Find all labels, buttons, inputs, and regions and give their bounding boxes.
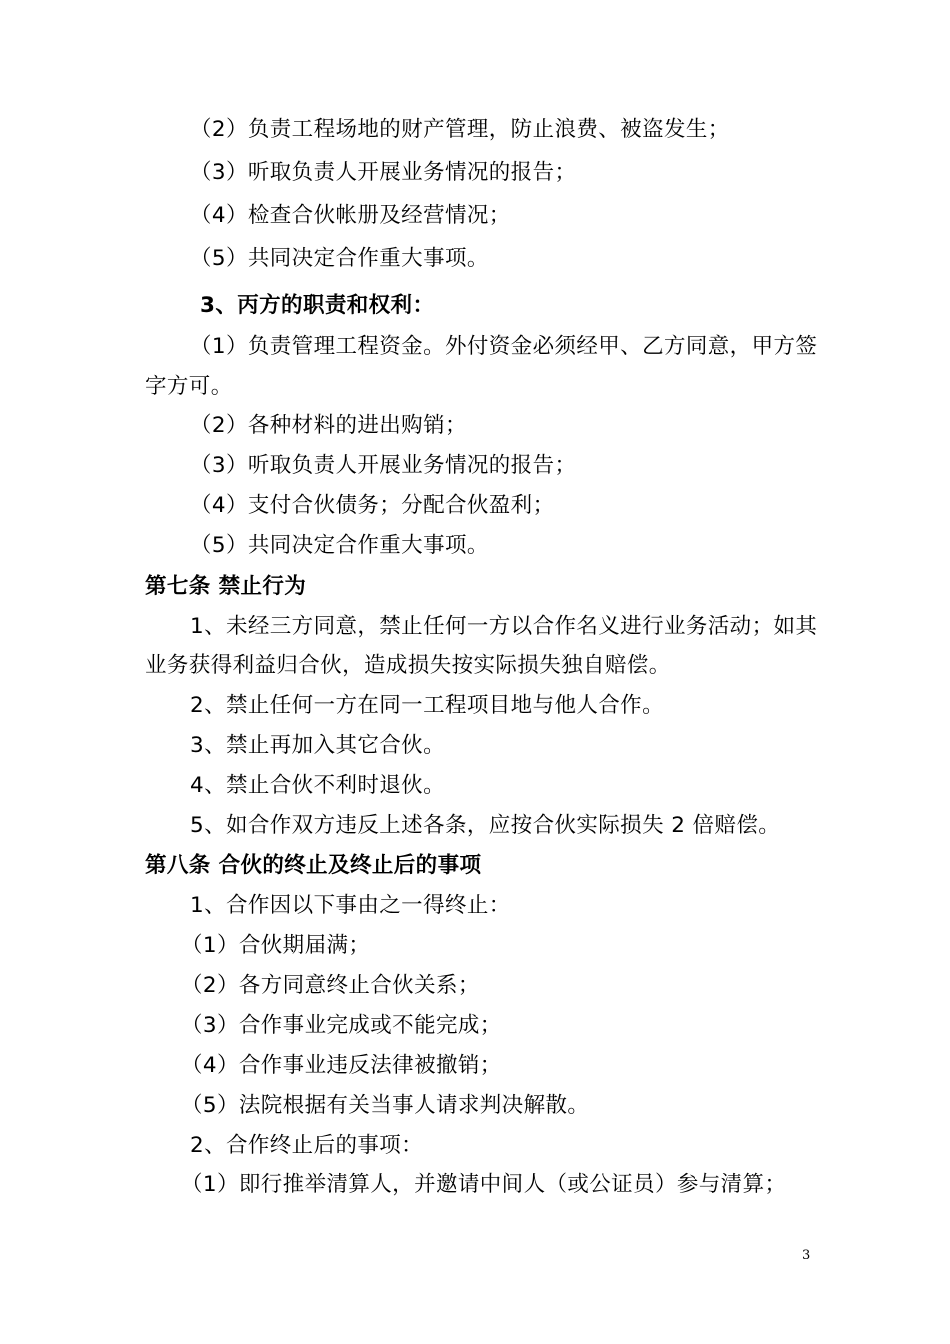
text-line: （1）即行推举清算人，并邀请中间人（或公证员）参与清算； (181, 1172, 787, 1197)
text-line: （4）支付合伙债务；分配合伙盈利； (190, 493, 555, 518)
section-heading: 3、丙方的职责和权利： (200, 293, 435, 318)
text-line: 5、如合作双方违反上述各条，应按合伙实际损失 2 倍赔偿。 (190, 813, 781, 838)
text-line: 字方可。 (145, 374, 233, 399)
text-line: 3、禁止再加入其它合伙。 (190, 733, 445, 758)
text-line: （4）合作事业违反法律被撤销； (181, 1053, 502, 1078)
text-line: （2）各种材料的进出购销； (190, 413, 467, 438)
text-line: （3）听取负责人开展业务情况的报告； (190, 160, 577, 185)
text-line: （1）合伙期届满； (181, 933, 371, 958)
text-line: 业务获得利益归合伙，造成损失按实际损失独自赔偿。 (145, 653, 671, 678)
text-line: 1、未经三方同意，禁止任何一方以合作名义进行业务活动；如其 (190, 614, 818, 639)
article-heading: 第七条 禁止行为 (145, 574, 307, 599)
text-line: （4）检查合伙帐册及经营情况； (190, 203, 511, 228)
text-line: （5）共同决定合作重大事项。 (190, 246, 489, 271)
text-line: 1、合作因以下事由之一得终止： (190, 893, 511, 918)
text-line: （2）负责工程场地的财产管理，防止浪费、被盗发生； (190, 117, 730, 142)
text-line: （1）负责管理工程资金。外付资金必须经甲、乙方同意，甲方签 (190, 334, 818, 359)
article-heading: 第八条 合伙的终止及终止后的事项 (145, 853, 482, 878)
text-line: 4、禁止合伙不利时退伙。 (190, 773, 445, 798)
text-line: 2、禁止任何一方在同一工程项目地与他人合作。 (190, 693, 664, 718)
text-line: （5）共同决定合作重大事项。 (190, 533, 489, 558)
page-number: 3 (802, 1248, 811, 1263)
text-line: （2）各方同意终止合伙关系； (181, 973, 480, 998)
text-line: （5）法院根据有关当事人请求判决解散。 (181, 1093, 590, 1118)
text-line: （3）合作事业完成或不能完成； (181, 1013, 502, 1038)
text-line: （3）听取负责人开展业务情况的报告； (190, 453, 577, 478)
text-line: 2、合作终止后的事项： (190, 1133, 424, 1158)
